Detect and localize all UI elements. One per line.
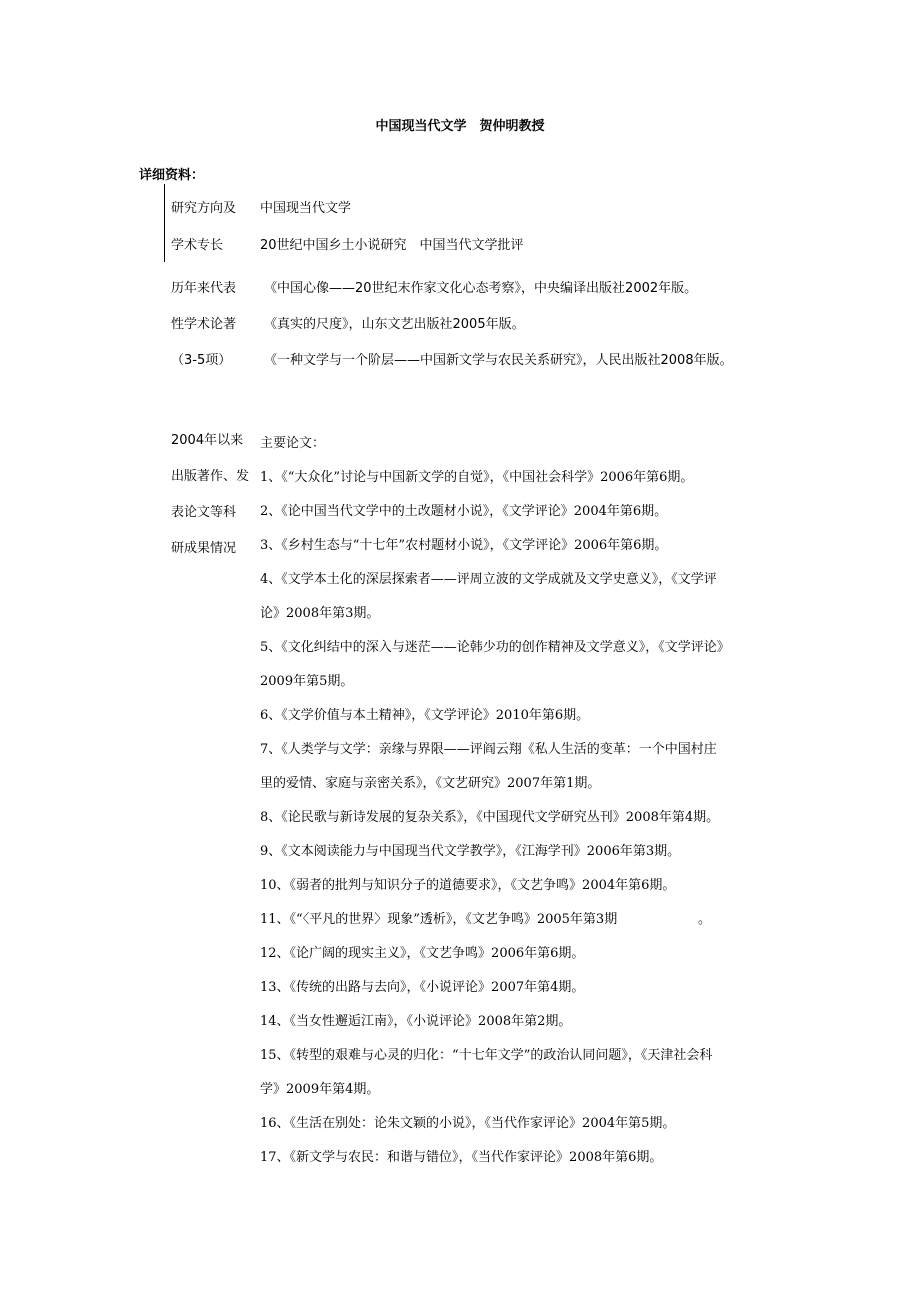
paper-item: 16、《生活在别处：论朱文颖的小说》，《当代作家评论》2004年第5期。 xyxy=(260,1116,676,1131)
paper-item: 10、《弱者的批判与知识分子的道德要求》，《文艺争鸣》2004年第6期。 xyxy=(260,878,676,893)
paper-item: 12、《论广阔的现实主义》，《文艺争鸣》2006年第6期。 xyxy=(260,946,585,961)
paper-item: 1、《“大众化”讨论与中国新文学的自觉》，《中国社会科学》2006年第6期。 xyxy=(260,470,694,485)
paper-item: 11、《“〈平凡的世界〉现象”透析》，《文艺争鸣》2005年第3期 xyxy=(260,912,618,927)
achievements-label-line3: 表论文等科 xyxy=(171,505,237,520)
paper-item-continued: 论》2008年第3期。 xyxy=(260,606,380,621)
achievements-label-line2: 出版著作、发 xyxy=(171,469,250,484)
paper-item-continued: 里的爱情、家庭与亲密关系》，《文艺研究》2007年第1期。 xyxy=(260,776,601,791)
paper-item-continued: 学》2009年第4期。 xyxy=(260,1082,380,1097)
paper-item: 9、《文本阅读能力与中国现当代文学教学》，《江海学刊》2006年第3期。 xyxy=(260,844,681,859)
research-label-line2: 学术专长 xyxy=(171,238,224,253)
achievements-label-line1: 2004年以来 xyxy=(171,433,244,448)
research-value-line2: 20世纪中国乡土小说研究 中国当代文学批评 xyxy=(260,238,524,253)
paper-item-continued: 2009年第5期。 xyxy=(260,674,354,689)
paper-item: 7、《人类学与文学：亲缘与界限——评阎云翔《私人生活的变革：一个中国村庄 xyxy=(260,742,717,757)
book-item: 《真实的尺度》，山东文艺出版社2005年版。 xyxy=(264,317,525,332)
stray-period-mark: 。 xyxy=(698,912,712,927)
paper-item: 17、《新文学与农民：和谐与错位》，《当代作家评论》2008年第6期。 xyxy=(260,1150,663,1165)
paper-item: 14、《当女性邂逅江南》，《小说评论》2008年第2期。 xyxy=(260,1014,572,1029)
book-item: 《中国心像——20世纪末作家文化心态考察》，中央编译出版社2002年版。 xyxy=(264,281,698,296)
section-label: 详细资料： xyxy=(139,168,205,183)
paper-item: 2、《论中国当代文学中的土改题材小说》，《文学评论》2004年第6期。 xyxy=(260,504,668,519)
research-value-line1: 中国现当代文学 xyxy=(260,201,352,216)
achievements-label-line4: 研成果情况 xyxy=(171,541,237,556)
paper-item: 3、《乡村生态与“十七年”农村题材小说》，《文学评论》2006年第6期。 xyxy=(260,538,668,553)
paper-item: 6、《文学价值与本土精神》，《文学评论》2010年第6期。 xyxy=(260,708,590,723)
paper-item: 8、《论民歌与新诗发展的复杂关系》，《中国现代文学研究丛刊》2008年第4期。 xyxy=(260,810,720,825)
page-title: 中国现当代文学 贺仲明教授 xyxy=(375,119,545,134)
research-label-line1: 研究方向及 xyxy=(171,201,237,216)
books-label-line2: 性学术论著 xyxy=(171,317,237,332)
paper-item: 13、《传统的出路与去向》，《小说评论》2007年第4期。 xyxy=(260,980,585,995)
papers-heading: 主要论文： xyxy=(260,436,326,451)
paper-item: 5、《文化纠结中的深入与迷茫——论韩少功的创作精神及文学意义》，《文学评论》 xyxy=(260,640,730,655)
book-item: 《一种文学与一个阶层——中国新文学与农民关系研究》，人民出版社2008年版。 xyxy=(264,353,733,368)
paper-item: 4、《文学本土化的深层探索者——评周立波的文学成就及文学史意义》，《文学评 xyxy=(260,572,717,587)
books-label-line1: 历年来代表 xyxy=(171,281,237,296)
paper-item: 15、《转型的艰难与心灵的归化：“十七年文学”的政治认同问题》，《天津社会科 xyxy=(260,1048,713,1063)
vertical-divider xyxy=(164,184,165,262)
books-label-line3: （3-5项） xyxy=(171,353,232,368)
